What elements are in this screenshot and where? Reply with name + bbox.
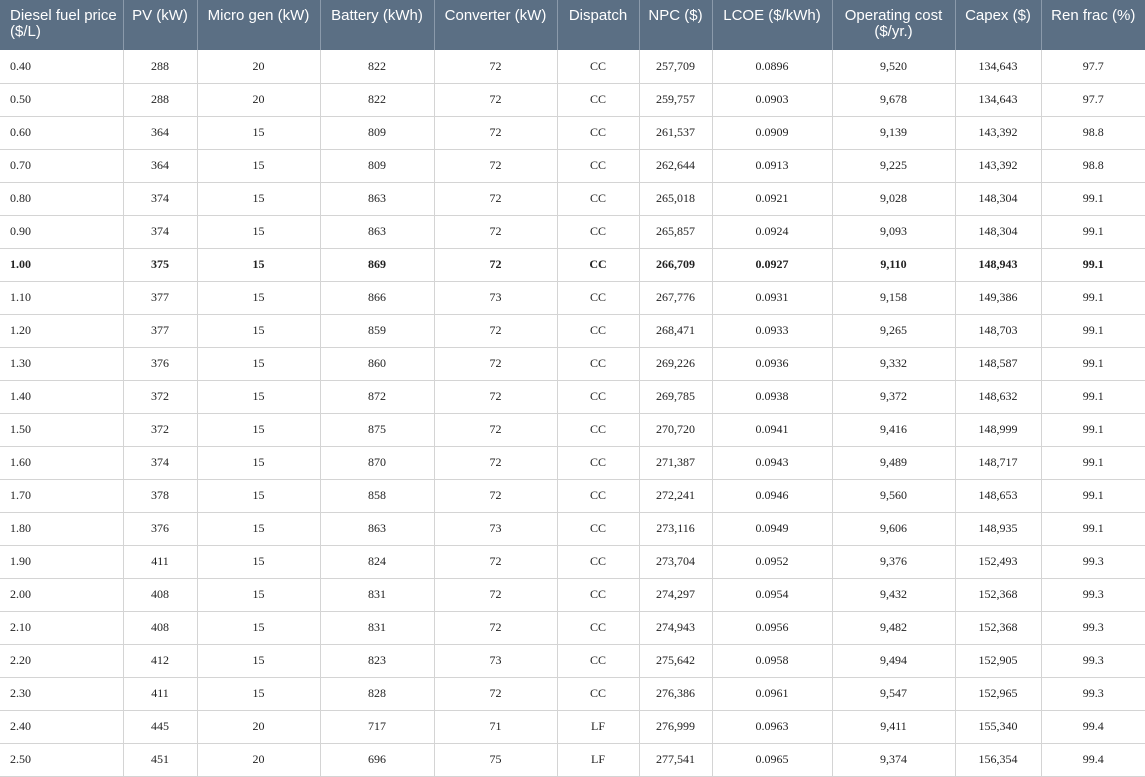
- table-row: [0, 50, 1145, 83]
- table-cell: 9,374: [832, 743, 955, 776]
- header-converter: Converter (kW): [434, 0, 557, 50]
- table-cell: 288: [123, 50, 197, 83]
- table-cell: 0.70: [0, 149, 123, 182]
- table-cell: 259,757: [639, 83, 712, 116]
- table-cell: 99.1: [1041, 413, 1145, 446]
- table-row: [0, 215, 1145, 248]
- table-body: [0, 50, 1145, 776]
- table-row: [0, 413, 1145, 446]
- table-cell: 15: [197, 644, 320, 677]
- table-cell: 99.1: [1041, 281, 1145, 314]
- table-cell: 364: [123, 116, 197, 149]
- table-cell: CC: [557, 380, 639, 413]
- table-cell: 276,386: [639, 677, 712, 710]
- table-row: [0, 116, 1145, 149]
- table-cell: 72: [434, 248, 557, 281]
- table-cell: 1.80: [0, 512, 123, 545]
- table-cell: 72: [434, 347, 557, 380]
- table-cell: 824: [320, 545, 434, 578]
- table-cell: 155,340: [955, 710, 1041, 743]
- table-cell: 0.0941: [712, 413, 832, 446]
- table-cell: CC: [557, 479, 639, 512]
- table-cell: 73: [434, 512, 557, 545]
- table-cell: 869: [320, 248, 434, 281]
- table-cell: CC: [557, 50, 639, 83]
- header-dispatch: Dispatch: [557, 0, 639, 50]
- table-cell: 9,560: [832, 479, 955, 512]
- table-cell: 0.50: [0, 83, 123, 116]
- table-cell: 0.0896: [712, 50, 832, 83]
- table-cell: 0.0965: [712, 743, 832, 776]
- table-cell: 0.0961: [712, 677, 832, 710]
- header-lcoe: LCOE ($/kWh): [712, 0, 832, 50]
- table-cell: 15: [197, 413, 320, 446]
- table-cell: 875: [320, 413, 434, 446]
- table-cell: 9,265: [832, 314, 955, 347]
- table-cell: 99.4: [1041, 743, 1145, 776]
- table-cell: 831: [320, 578, 434, 611]
- table-cell: 0.0949: [712, 512, 832, 545]
- table-row: [0, 743, 1145, 776]
- table-cell: 274,943: [639, 611, 712, 644]
- table-cell: 859: [320, 314, 434, 347]
- table-cell: 0.0936: [712, 347, 832, 380]
- table-cell: 15: [197, 545, 320, 578]
- table-cell: 15: [197, 380, 320, 413]
- table-cell: 0.0931: [712, 281, 832, 314]
- table-cell: 15: [197, 611, 320, 644]
- table-cell: 277,541: [639, 743, 712, 776]
- table-cell: 72: [434, 116, 557, 149]
- table-cell: 0.0954: [712, 578, 832, 611]
- table-cell: 9,482: [832, 611, 955, 644]
- table-cell: 15: [197, 446, 320, 479]
- table-cell: 0.0927: [712, 248, 832, 281]
- table-cell: 148,999: [955, 413, 1041, 446]
- table-cell: 148,653: [955, 479, 1041, 512]
- table-cell: LF: [557, 743, 639, 776]
- table-cell: 143,392: [955, 116, 1041, 149]
- table-cell: CC: [557, 545, 639, 578]
- table-cell: CC: [557, 314, 639, 347]
- table-cell: 269,785: [639, 380, 712, 413]
- table-cell: 99.3: [1041, 578, 1145, 611]
- table-cell: 276,999: [639, 710, 712, 743]
- table-cell: 15: [197, 314, 320, 347]
- header-micro-gen: Micro gen (kW): [197, 0, 320, 50]
- table-cell: 72: [434, 215, 557, 248]
- table-cell: 15: [197, 182, 320, 215]
- table-cell: 266,709: [639, 248, 712, 281]
- table-cell: 15: [197, 578, 320, 611]
- table-cell: 148,935: [955, 512, 1041, 545]
- table-cell: 99.3: [1041, 677, 1145, 710]
- table-cell: 72: [434, 182, 557, 215]
- table-cell: 267,776: [639, 281, 712, 314]
- table-cell: 9,332: [832, 347, 955, 380]
- table-cell: 1.10: [0, 281, 123, 314]
- table-cell: 99.3: [1041, 545, 1145, 578]
- table-cell: 0.40: [0, 50, 123, 83]
- table-row: [0, 380, 1145, 413]
- table-cell: CC: [557, 281, 639, 314]
- table-cell: 15: [197, 248, 320, 281]
- table-cell: 72: [434, 545, 557, 578]
- table-cell: 273,704: [639, 545, 712, 578]
- table-cell: 9,372: [832, 380, 955, 413]
- table-cell: 364: [123, 149, 197, 182]
- table-cell: 98.8: [1041, 116, 1145, 149]
- table-header: [0, 0, 1145, 50]
- table-cell: 20: [197, 710, 320, 743]
- table-cell: 0.0903: [712, 83, 832, 116]
- table-cell: 71: [434, 710, 557, 743]
- table-cell: 377: [123, 281, 197, 314]
- table-cell: 99.3: [1041, 644, 1145, 677]
- table-cell: 149,386: [955, 281, 1041, 314]
- table-row: [0, 347, 1145, 380]
- table-cell: 152,965: [955, 677, 1041, 710]
- table-cell: 99.1: [1041, 215, 1145, 248]
- table-row: [0, 149, 1145, 182]
- table-cell: 9,416: [832, 413, 955, 446]
- table-cell: CC: [557, 347, 639, 380]
- table-cell: 866: [320, 281, 434, 314]
- table-cell: 268,471: [639, 314, 712, 347]
- table-cell: 99.1: [1041, 314, 1145, 347]
- table-cell: 143,392: [955, 149, 1041, 182]
- table-cell: 0.80: [0, 182, 123, 215]
- table-cell: 411: [123, 677, 197, 710]
- table-cell: 374: [123, 446, 197, 479]
- table-cell: 152,905: [955, 644, 1041, 677]
- table-cell: 265,018: [639, 182, 712, 215]
- table-cell: 257,709: [639, 50, 712, 83]
- table-cell: 9,376: [832, 545, 955, 578]
- table-cell: 72: [434, 314, 557, 347]
- table-cell: 0.0952: [712, 545, 832, 578]
- table-cell: 870: [320, 446, 434, 479]
- table-cell: 374: [123, 182, 197, 215]
- table-cell: 408: [123, 611, 197, 644]
- table-cell: 274,297: [639, 578, 712, 611]
- table-cell: 858: [320, 479, 434, 512]
- table-cell: 72: [434, 479, 557, 512]
- table-cell: 152,493: [955, 545, 1041, 578]
- table-row: [0, 281, 1145, 314]
- table-cell: 9,520: [832, 50, 955, 83]
- table-cell: 72: [434, 380, 557, 413]
- table-cell: 272,241: [639, 479, 712, 512]
- table-cell: 72: [434, 413, 557, 446]
- table-row: [0, 248, 1145, 281]
- table-cell: LF: [557, 710, 639, 743]
- table-cell: 148,717: [955, 446, 1041, 479]
- table-cell: 376: [123, 512, 197, 545]
- table-row: [0, 512, 1145, 545]
- table-row: [0, 644, 1145, 677]
- table-cell: 9,093: [832, 215, 955, 248]
- table-cell: 9,411: [832, 710, 955, 743]
- table-row: [0, 83, 1145, 116]
- table-cell: 273,116: [639, 512, 712, 545]
- table-cell: 2.10: [0, 611, 123, 644]
- header-battery: Battery (kWh): [320, 0, 434, 50]
- table-cell: 9,547: [832, 677, 955, 710]
- header-capex: Capex ($): [955, 0, 1041, 50]
- table-cell: 860: [320, 347, 434, 380]
- table-cell: 0.60: [0, 116, 123, 149]
- table-cell: 97.7: [1041, 83, 1145, 116]
- table-cell: 0.0963: [712, 710, 832, 743]
- table-cell: 823: [320, 644, 434, 677]
- table-cell: 72: [434, 578, 557, 611]
- table-cell: 99.1: [1041, 512, 1145, 545]
- table-cell: 1.20: [0, 314, 123, 347]
- table-cell: 445: [123, 710, 197, 743]
- table-cell: 9,432: [832, 578, 955, 611]
- table-row: [0, 710, 1145, 743]
- table-cell: 288: [123, 83, 197, 116]
- table-cell: 0.0924: [712, 215, 832, 248]
- table-cell: 156,354: [955, 743, 1041, 776]
- table-cell: 376: [123, 347, 197, 380]
- table-cell: CC: [557, 248, 639, 281]
- table-cell: 15: [197, 149, 320, 182]
- table-cell: 275,642: [639, 644, 712, 677]
- table-cell: 148,304: [955, 182, 1041, 215]
- table-cell: 15: [197, 479, 320, 512]
- table-cell: CC: [557, 446, 639, 479]
- table-cell: 9,494: [832, 644, 955, 677]
- table-cell: 148,304: [955, 215, 1041, 248]
- table-cell: 15: [197, 116, 320, 149]
- table-cell: 0.0933: [712, 314, 832, 347]
- table-cell: 134,643: [955, 83, 1041, 116]
- table-cell: 269,226: [639, 347, 712, 380]
- table-cell: 75: [434, 743, 557, 776]
- table-cell: 9,110: [832, 248, 955, 281]
- table-cell: 408: [123, 578, 197, 611]
- table-cell: 9,158: [832, 281, 955, 314]
- table-cell: CC: [557, 215, 639, 248]
- table-cell: 411: [123, 545, 197, 578]
- table-cell: 872: [320, 380, 434, 413]
- table-cell: 99.4: [1041, 710, 1145, 743]
- table-cell: 15: [197, 512, 320, 545]
- header-diesel-price: Diesel fuel price ($/L): [0, 0, 123, 50]
- table-cell: 809: [320, 116, 434, 149]
- table-cell: 73: [434, 644, 557, 677]
- table-cell: 99.1: [1041, 182, 1145, 215]
- table-cell: 2.20: [0, 644, 123, 677]
- table-cell: 99.1: [1041, 380, 1145, 413]
- table-cell: 0.0913: [712, 149, 832, 182]
- table-cell: 1.50: [0, 413, 123, 446]
- table-cell: 0.0958: [712, 644, 832, 677]
- table-cell: 809: [320, 149, 434, 182]
- table-cell: 374: [123, 215, 197, 248]
- table-cell: 73: [434, 281, 557, 314]
- table-cell: CC: [557, 182, 639, 215]
- table-cell: 72: [434, 446, 557, 479]
- table-cell: 828: [320, 677, 434, 710]
- table-cell: 0.0921: [712, 182, 832, 215]
- table-cell: 152,368: [955, 611, 1041, 644]
- table-cell: 152,368: [955, 578, 1041, 611]
- table-cell: 1.90: [0, 545, 123, 578]
- table-cell: 148,632: [955, 380, 1041, 413]
- table-row: [0, 446, 1145, 479]
- table-cell: 831: [320, 611, 434, 644]
- table-cell: 270,720: [639, 413, 712, 446]
- table-row: [0, 314, 1145, 347]
- table-cell: 372: [123, 413, 197, 446]
- table-cell: 99.1: [1041, 479, 1145, 512]
- table-cell: CC: [557, 644, 639, 677]
- table-cell: 9,489: [832, 446, 955, 479]
- table-cell: 1.70: [0, 479, 123, 512]
- table-cell: 97.7: [1041, 50, 1145, 83]
- table-cell: CC: [557, 512, 639, 545]
- table-cell: 9,678: [832, 83, 955, 116]
- table-cell: CC: [557, 578, 639, 611]
- table-cell: 2.30: [0, 677, 123, 710]
- table-cell: 148,703: [955, 314, 1041, 347]
- table-cell: CC: [557, 677, 639, 710]
- table-cell: 0.0943: [712, 446, 832, 479]
- table-cell: 15: [197, 281, 320, 314]
- table-cell: 134,643: [955, 50, 1041, 83]
- table-cell: 72: [434, 149, 557, 182]
- table-cell: 72: [434, 83, 557, 116]
- table-cell: 0.0909: [712, 116, 832, 149]
- table-cell: 271,387: [639, 446, 712, 479]
- header-pv: PV (kW): [123, 0, 197, 50]
- table-cell: CC: [557, 413, 639, 446]
- table-cell: 20: [197, 50, 320, 83]
- table-cell: 2.00: [0, 578, 123, 611]
- table-cell: 412: [123, 644, 197, 677]
- table-cell: 148,587: [955, 347, 1041, 380]
- table-cell: 0.0946: [712, 479, 832, 512]
- table-cell: 15: [197, 347, 320, 380]
- table-cell: 72: [434, 50, 557, 83]
- table-cell: 1.00: [0, 248, 123, 281]
- table-row: [0, 479, 1145, 512]
- table-row: [0, 182, 1145, 215]
- table-cell: 378: [123, 479, 197, 512]
- table-cell: 1.40: [0, 380, 123, 413]
- table-cell: 15: [197, 677, 320, 710]
- table-cell: CC: [557, 83, 639, 116]
- table-cell: CC: [557, 149, 639, 182]
- header-npc: NPC ($): [639, 0, 712, 50]
- table-cell: 696: [320, 743, 434, 776]
- table-cell: 99.1: [1041, 248, 1145, 281]
- table-cell: 72: [434, 677, 557, 710]
- table-cell: 98.8: [1041, 149, 1145, 182]
- table-cell: 863: [320, 182, 434, 215]
- table-cell: 1.60: [0, 446, 123, 479]
- table-cell: 0.0956: [712, 611, 832, 644]
- table-cell: 261,537: [639, 116, 712, 149]
- table-cell: CC: [557, 116, 639, 149]
- table-cell: 9,606: [832, 512, 955, 545]
- table-cell: CC: [557, 611, 639, 644]
- header-row: [0, 0, 1145, 50]
- table-cell: 372: [123, 380, 197, 413]
- table-cell: 1.30: [0, 347, 123, 380]
- header-operating-cost: Operating cost ($/yr.): [832, 0, 955, 50]
- table-cell: 0.0938: [712, 380, 832, 413]
- table-cell: 0.90: [0, 215, 123, 248]
- table-cell: 99.1: [1041, 347, 1145, 380]
- table-cell: 451: [123, 743, 197, 776]
- table-cell: 863: [320, 215, 434, 248]
- table-cell: 375: [123, 248, 197, 281]
- table-cell: 262,644: [639, 149, 712, 182]
- table-cell: 377: [123, 314, 197, 347]
- table-cell: 2.40: [0, 710, 123, 743]
- table-cell: 9,225: [832, 149, 955, 182]
- table-cell: 822: [320, 83, 434, 116]
- table-cell: 15: [197, 215, 320, 248]
- header-ren-frac: Ren frac (%): [1041, 0, 1145, 50]
- table-cell: 99.1: [1041, 446, 1145, 479]
- table-cell: 99.3: [1041, 611, 1145, 644]
- table-row: [0, 677, 1145, 710]
- table-cell: 20: [197, 83, 320, 116]
- table-cell: 2.50: [0, 743, 123, 776]
- table-cell: 9,139: [832, 116, 955, 149]
- table-cell: 20: [197, 743, 320, 776]
- table-cell: 148,943: [955, 248, 1041, 281]
- table-row: [0, 545, 1145, 578]
- table-cell: 72: [434, 611, 557, 644]
- table-row: [0, 611, 1145, 644]
- table-cell: 265,857: [639, 215, 712, 248]
- table-cell: 863: [320, 512, 434, 545]
- table-row: [0, 578, 1145, 611]
- table-cell: 9,028: [832, 182, 955, 215]
- table-cell: 822: [320, 50, 434, 83]
- table-cell: 717: [320, 710, 434, 743]
